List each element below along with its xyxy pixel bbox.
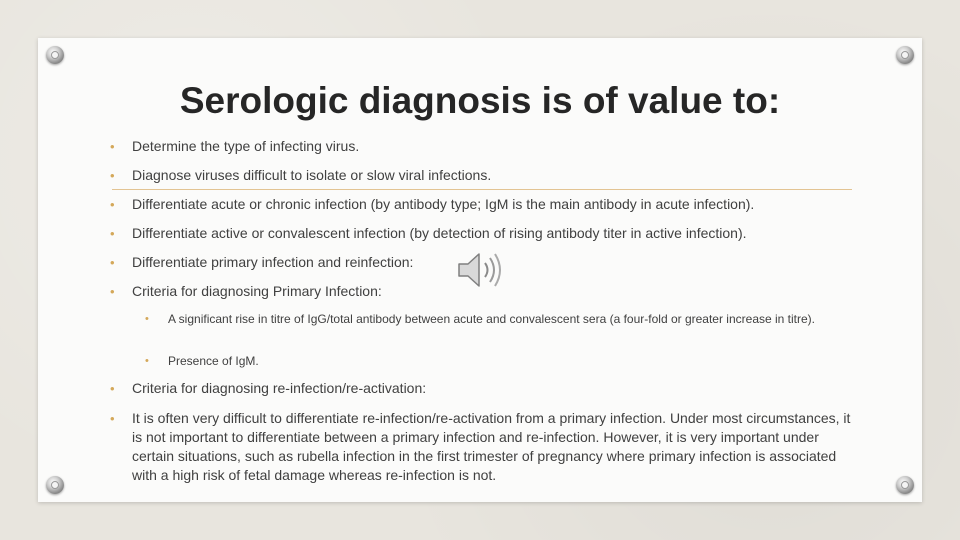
pushpin-icon [46,46,64,64]
bullet-item [110,409,855,485]
pushpin-icon [896,46,914,64]
bullet-item [110,137,855,156]
bullet-text: Differentiate active or convalescent infection (by detection of rising antibody titer in active infection). [132,225,747,241]
bullet-text: Criteria for diagnosing Primary Infection: [132,283,382,299]
sub-bullet-text: A significant rise in titre of IgG/total antibody between acute and convalescent sera (a four-fold or greater increase in titre). [168,312,816,326]
sub-bullet-item [145,354,845,369]
bullet-item [110,224,855,243]
bullet-icon: • [145,355,149,367]
pushpin-icon [896,476,914,494]
divider-line [112,189,852,190]
bullet-text: Differentiate acute or chronic infection (by antibody type; IgM is the main antibody in acute infection). [132,196,755,212]
speaker-icon[interactable] [455,248,505,292]
sub-bullet-item [145,312,845,327]
bullet-icon: • [110,284,115,299]
bullet-icon: • [110,411,115,426]
bullet-icon: • [110,255,115,270]
bullet-icon: • [110,226,115,241]
bullet-icon: • [145,313,149,325]
bullet-text: Criteria for diagnosing re-infection/re-activation: [132,380,427,396]
bullet-icon: • [110,168,115,183]
bullet-text: It is often very difficult to differentiate re-infection/re-activation from a primary infection. Under most circumstances, it is not important to differentiate between a primary infection and re-infection. However, it is very important under certain situations, such as rubella infection in the first trimester of pregnancy where primary infection is associated with a high risk of fetal damage whereas re-infection is not. [132,410,851,483]
bullet-item [110,166,855,185]
bullet-icon: • [110,381,115,396]
bullet-text: Differentiate primary infection and reinfection: [132,254,414,270]
bullet-item [110,195,855,214]
bullet-text: Determine the type of infecting virus. [132,138,360,154]
bullet-icon: • [110,197,115,212]
slide-title: Serologic diagnosis is of value to: [179,80,781,121]
pushpin-icon [46,476,64,494]
bullet-item [110,379,855,398]
bullet-text: Diagnose viruses difficult to isolate or slow viral infections. [132,167,492,183]
bullet-icon: • [110,139,115,154]
sub-bullet-text: Presence of IgM. [168,354,259,368]
